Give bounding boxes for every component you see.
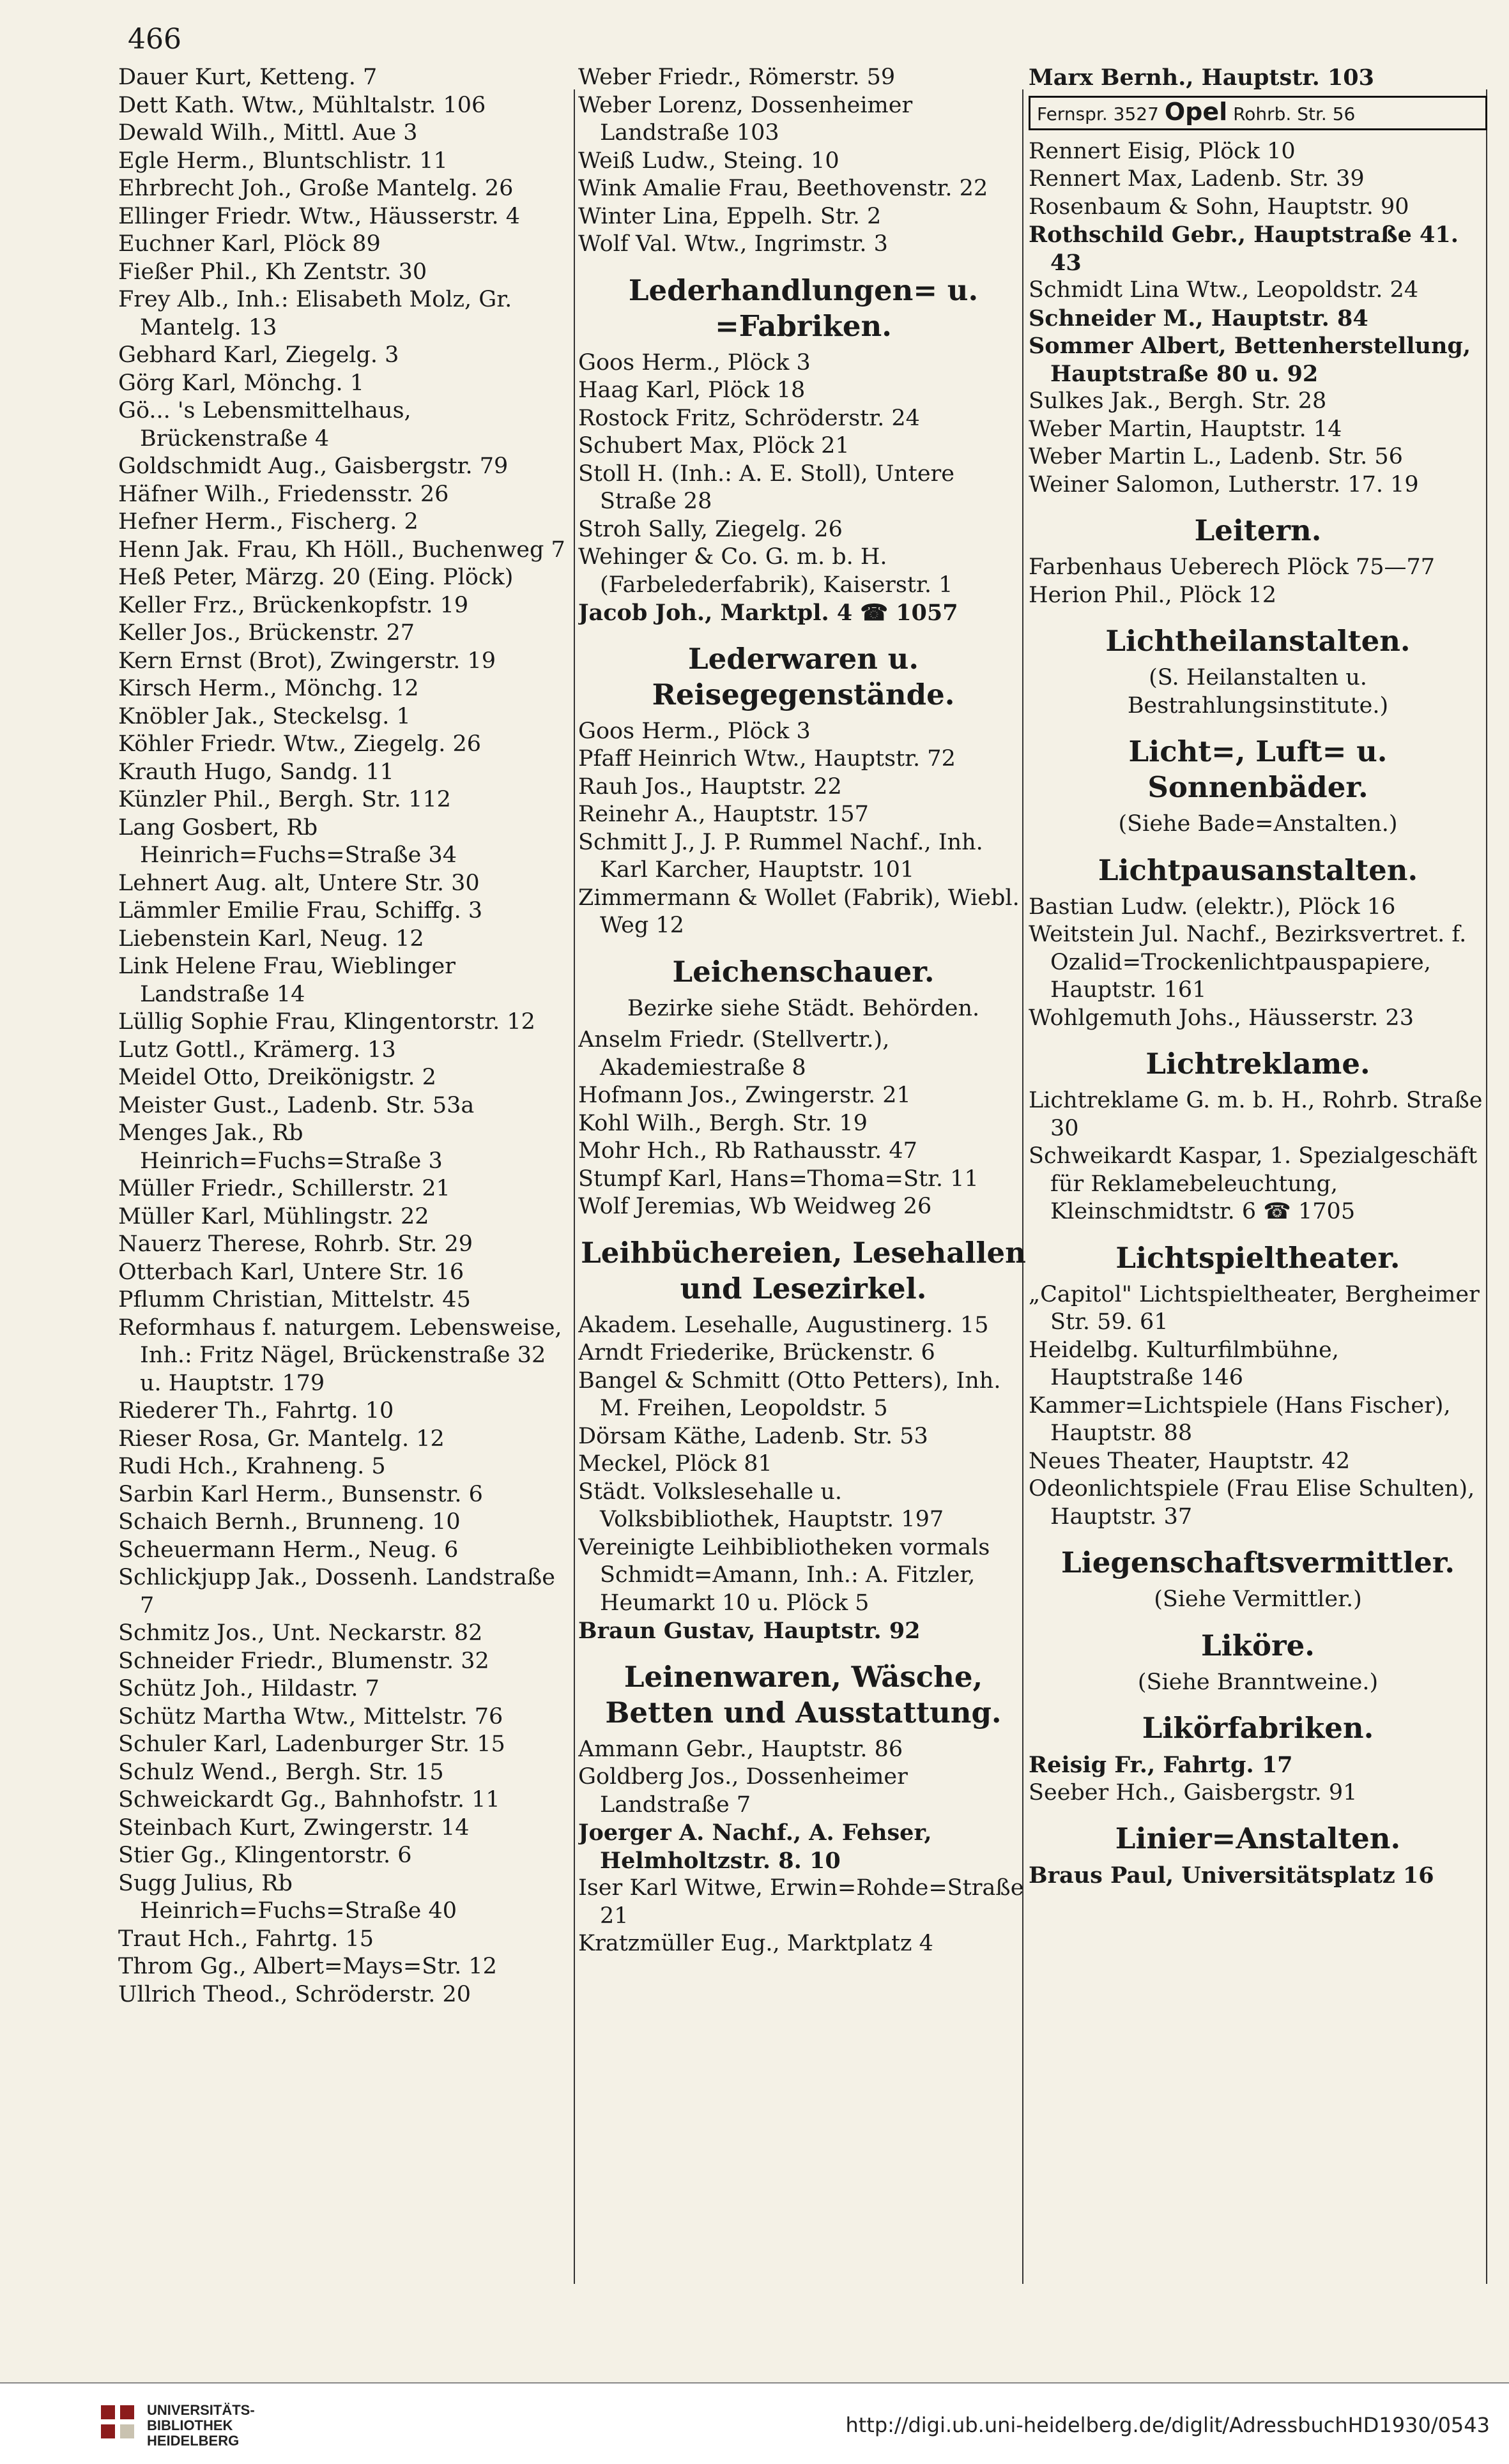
directory-entry: Fießer Phil., Kh Zentstr. 30: [118, 259, 427, 285]
directory-entry: Kammer=Lichtspiele (Hans Fischer), Hauptstr. 88: [1029, 1392, 1451, 1446]
directory-entry: Goos Herm., Plöck 3: [578, 718, 811, 744]
directory-entry: Stoll H. (Inh.: A. E. Stoll), Untere Straße 28: [578, 460, 955, 514]
section-heading: Linier=Anstalten.: [1115, 1821, 1401, 1855]
directory-entry: Schweikardt Kaspar, 1. Spezialgeschäft für Reklamebeleuchtung, Kleinschmidtstr. 6 ☎ 1705: [1029, 1143, 1478, 1224]
directory-entry: Goos Herm., Plöck 3: [578, 349, 811, 376]
directory-entry: Hefner Herm., Fischerg. 2: [118, 509, 418, 535]
directory-entry: Pflumm Christian, Mittelstr. 45: [118, 1287, 471, 1312]
entry-list: [1029, 554, 1487, 609]
column-3: [1029, 64, 1487, 2303]
directory-entry: Lichtreklame G. m. b. H., Rohrb. Straße 30: [1029, 1088, 1483, 1141]
directory-entry: Lutz Gottl., Krämerg. 13: [118, 1037, 396, 1063]
directory-entry: Meister Gust., Ladenb. Str. 53a: [118, 1092, 475, 1118]
directory-entry: Zimmermann & Wollet (Fabrik), Wiebl. Weg 12: [578, 885, 1020, 938]
library-logo: [101, 2403, 255, 2449]
directory-entry: Häfner Wilh., Friedensstr. 26: [118, 481, 449, 507]
directory-entry: Neues Theater, Hauptstr. 42: [1029, 1448, 1351, 1474]
directory-entry: Goldberg Jos., Dossenheimer Landstraße 7: [578, 1764, 908, 1818]
directory-entry: Lehnert Aug. alt, Untere Str. 30: [118, 870, 480, 896]
directory-entry: Weiner Salomon, Lutherstr. 17. 19: [1029, 471, 1419, 498]
section-note: Bezirke siehe Städt. Behörden.: [627, 995, 980, 1021]
directory-entry-bold: Schneider M., Hauptstr. 84: [1029, 305, 1368, 331]
directory-entry: Traut Hch., Fahrtg. 15: [118, 1926, 374, 1952]
directory-entry: Schütz Martha Wtw., Mittelstr. 76: [118, 1703, 503, 1730]
directory-entry: Rostock Fritz, Schröderstr. 24: [578, 405, 920, 431]
directory-entry: Haag Karl, Plöck 18: [578, 377, 806, 403]
column-2: [578, 64, 1029, 2303]
directory-entry: Akadem. Lesehalle, Augustinerg. 15: [578, 1312, 989, 1338]
library-name: UNIVERSITÄTS- BIBLIOTHEK HEIDELBERG: [147, 2402, 255, 2449]
directory-entry: Krauth Hugo, Sandg. 11: [118, 759, 394, 785]
directory-entry-bold: Reisig Fr., Fahrtg. 17: [1029, 1752, 1293, 1778]
directory-entry-bold: Braus Paul, Universitätsplatz 16: [1029, 1862, 1434, 1889]
directory-entry: Görg Karl, Mönchg. 1: [118, 370, 364, 396]
directory-entry: Schulz Wend., Bergh. Str. 15: [118, 1759, 444, 1785]
opel-advertisement: [1029, 96, 1487, 130]
directory-entry: Herion Phil., Plöck 12: [1029, 582, 1277, 608]
library-logo-icon: [101, 2405, 137, 2446]
directory-entry: Odeonlichtspiele (Frau Elise Schulten), Hauptstr. 37: [1029, 1476, 1475, 1530]
directory-entry: Künzler Phil., Bergh. Str. 112: [118, 787, 451, 812]
entry-list: [1029, 277, 1487, 305]
section-heading: Lichtspieltheater.: [1115, 1240, 1400, 1275]
directory-entry: Rennert Max, Ladenb. Str. 39: [1029, 166, 1365, 192]
directory-entry: Rosenbaum & Sohn, Hauptstr. 90: [1029, 194, 1409, 220]
directory-entry: Dewald Wilh., Mittl. Aue 3: [118, 120, 418, 146]
directory-entry: Meidel Otto, Dreikönigstr. 2: [118, 1065, 436, 1090]
column-1: [118, 64, 569, 2303]
directory-entry: Heß Peter, Märzg. 20 (Eing. Plöck): [118, 565, 514, 590]
ad-address: Rohrb. Str. 56: [1233, 103, 1356, 125]
section-heading: Likörfabriken.: [1142, 1711, 1374, 1745]
directory-entry: Sulkes Jak., Bergh. Str. 28: [1029, 388, 1327, 414]
directory-entry: Ellinger Friedr. Wtw., Häusserstr. 4: [118, 203, 521, 229]
page-number: 466: [128, 23, 181, 56]
directory-entry: Link Helene Frau, Wieblinger Landstraße 14: [118, 954, 456, 1007]
section-note: (Siehe Branntweine.): [1137, 1669, 1379, 1695]
directory-entry: Schmitt J., J. P. Rummel Nachf., Inh. Karl Karcher, Hauptstr. 101: [578, 829, 983, 883]
directory-entry: Reformhaus f. naturgem. Lebensweise, Inh.: Fritz Nägel, Brückenstraße 32 u. Hauptstr. 179: [118, 1314, 562, 1396]
entry-list: [578, 1026, 1029, 1221]
directory-entry: Dett Kath. Wtw., Mühltalstr. 106: [118, 92, 486, 118]
section-note: (S. Heilanstalten u. Bestrahlungsinstitute.): [1127, 665, 1389, 719]
directory-entry-bold: Rothschild Gebr., Hauptstraße 41. 43: [1029, 222, 1459, 276]
directory-entry: Knöbler Jak., Steckelsg. 1: [118, 703, 411, 729]
entry-list: [118, 64, 569, 2009]
directory-entry: Weber Lorenz, Dossenheimer Landstraße 103: [578, 92, 913, 146]
directory-entry: Pfaff Heinrich Wtw., Hauptstr. 72: [578, 746, 956, 772]
directory-entry: Sarbin Karl Herm., Bunsenstr. 6: [118, 1481, 483, 1507]
directory-entry: Weber Friedr., Römerstr. 59: [578, 65, 896, 90]
directory-entry: Wolf Val. Wtw., Ingrimstr. 3: [578, 231, 888, 257]
directory-entry: Hofmann Jos., Zwingerstr. 21: [578, 1083, 911, 1108]
entry-list: [578, 1736, 1029, 1820]
directory-entry: Weber Martin, Hauptstr. 14: [1029, 416, 1342, 442]
ad-brand: Opel: [1164, 97, 1228, 126]
directory-entry: Stumpf Karl, Hans=Thoma=Str. 11: [578, 1166, 979, 1192]
directory-entry: Menges Jak., Rb Heinrich=Fuchs=Straße 3: [118, 1120, 443, 1174]
directory-entry: Anselm Friedr. (Stellvertr.), Akademiestraße 8: [578, 1027, 890, 1081]
directory-entry: Schmidt Lina Wtw., Leopoldstr. 24: [1029, 277, 1419, 303]
library-footer: [0, 2382, 1509, 2464]
section-heading: Leinenwaren, Wäsche, Betten und Ausstattung.: [605, 1659, 1002, 1730]
directory-entry: Weiß Ludw., Steing. 10: [578, 148, 839, 174]
directory-entry: Arndt Friederike, Brückenstr. 6: [578, 1340, 935, 1365]
directory-entry: Bangel & Schmitt (Otto Petters), Inh. M. Freihen, Leopoldstr. 5: [578, 1367, 1001, 1421]
directory-entry: Wolf Jeremias, Wb Weidweg 26: [578, 1194, 932, 1219]
section-heading: Lichtheilanstalten.: [1105, 624, 1411, 658]
directory-entry: Schweickardt Gg., Bahnhofstr. 11: [118, 1787, 500, 1813]
directory-entry: Weitstein Jul. Nachf., Bezirksvertret. f. Ozalid=Trockenlichtpauspapiere, Hauptstr. 161: [1029, 922, 1467, 1003]
directory-entry: Ammann Gebr., Hauptstr. 86: [578, 1736, 903, 1762]
directory-entry: Kern Ernst (Brot), Zwingerstr. 19: [118, 648, 496, 674]
directory-entry: Mohr Hch., Rb Rathausstr. 47: [578, 1138, 917, 1164]
directory-entry: Weber Martin L., Ladenb. Str. 56: [1029, 444, 1403, 469]
directory-entry: Nauerz Therese, Rohrb. Str. 29: [118, 1231, 473, 1257]
directory-entry: Otterbach Karl, Untere Str. 16: [118, 1259, 464, 1285]
directory-entry: Wohlgemuth Johs., Häusserstr. 23: [1029, 1005, 1414, 1031]
directory-entry: Rudi Hch., Krahneng. 5: [118, 1454, 386, 1479]
directory-entry: Riederer Th., Fahrtg. 10: [118, 1398, 394, 1424]
directory-entry: Winter Lina, Eppelh. Str. 2: [578, 203, 882, 229]
directory-entry-bold: Jacob Joh., Marktpl. 4 ☎ 1057: [578, 600, 958, 626]
directory-entry-bold: Joerger A. Nachf., A. Fehser, Helmholtzstr. 8. 10: [578, 1820, 932, 1874]
directory-entry: Dörsam Käthe, Ladenb. Str. 53: [578, 1423, 928, 1449]
directory-entry: Müller Karl, Mühlingstr. 22: [118, 1203, 429, 1229]
column-divider: [574, 89, 575, 2284]
directory-entry: Keller Frz., Brückenkopfstr. 19: [118, 592, 469, 618]
entry-list: [1029, 1087, 1487, 1226]
directory-entry: Bastian Ludw. (elektr.), Plöck 16: [1029, 894, 1396, 920]
directory-entry: Frey Alb., Inh.: Elisabeth Molz, Gr. Mantelg. 13: [118, 287, 512, 340]
directory-entry: Heidelbg. Kulturfilmbühne, Hauptstraße 146: [1029, 1337, 1339, 1390]
entry-list: [1029, 138, 1487, 222]
directory-entry: Euchner Karl, Plöck 89: [118, 231, 381, 257]
directory-entry: Gebhard Karl, Ziegelg. 3: [118, 342, 399, 368]
directory-entry: Farbenhaus Ueberech Plöck 75—77: [1029, 554, 1436, 580]
entry-list: [578, 718, 1029, 940]
directory-entry: Gö... 's Lebensmittelhaus, Brückenstraße 4: [118, 398, 411, 452]
directory-entry: Schaich Bernh., Brunneng. 10: [118, 1509, 461, 1535]
directory-entry: Schütz Joh., Hildastr. 7: [118, 1676, 379, 1701]
section-heading: Lichtreklame.: [1145, 1047, 1370, 1081]
section-heading: Lederwaren u. Reisegegenstände.: [652, 641, 955, 711]
directory-entry: Köhler Friedr. Wtw., Ziegelg. 26: [118, 731, 481, 757]
section-heading: Liegenschaftsvermittler.: [1061, 1546, 1455, 1579]
directory-entry: Kirsch Herm., Mönchg. 12: [118, 676, 419, 701]
directory-entry: Egle Herm., Bluntschlistr. 11: [118, 148, 448, 174]
section-heading: Lichtpausanstalten.: [1098, 853, 1418, 887]
directory-entry: Wehinger & Co. G. m. b. H. (Farbelederfabrik), Kaiserstr. 1: [578, 544, 953, 598]
directory-entry: Meckel, Plöck 81: [578, 1451, 772, 1477]
directory-entry: Schlickjupp Jak., Dossenh. Landstraße 7: [118, 1565, 556, 1618]
directory-entry: Stier Gg., Klingentorstr. 6: [118, 1843, 412, 1868]
directory-entry: Dauer Kurt, Ketteng. 7: [118, 65, 378, 90]
directory-entry: Kratzmüller Eug., Marktplatz 4: [578, 1931, 933, 1956]
directory-entry: Goldschmidt Aug., Gaisbergstr. 79: [118, 453, 509, 479]
entry-list: [578, 349, 1029, 600]
directory-entry: Ullrich Theod., Schröderstr. 20: [118, 1981, 471, 2007]
directory-entry: Kohl Wilh., Bergh. Str. 19: [578, 1110, 868, 1136]
directory-entry: „Capitol" Lichtspieltheater, Bergheimer Str. 59. 61: [1029, 1281, 1480, 1335]
directory-entry: Lüllig Sophie Frau, Klingentorstr. 12: [118, 1009, 535, 1035]
section-heading: Leichenschauer.: [672, 954, 935, 989]
directory-entry-bold: Sommer Albert, Bettenherstellung, Hauptstraße 80 u. 92: [1029, 333, 1471, 387]
directory-entry: Lang Gosbert, Rb Heinrich=Fuchs=Straße 34: [118, 814, 457, 868]
directory-entry: Keller Jos., Brückenstr. 27: [118, 620, 415, 646]
directory-entry: Müller Friedr., Schillerstr. 21: [118, 1176, 450, 1201]
directory-entry: Schubert Max, Plöck 21: [578, 433, 850, 459]
entry-list: [1029, 894, 1487, 1033]
directory-entry: Seeber Hch., Gaisbergstr. 91: [1029, 1779, 1358, 1806]
section-heading: Liköre.: [1201, 1628, 1315, 1662]
directory-entry: Henn Jak. Frau, Kh Höll., Buchenweg 7: [118, 536, 565, 563]
section-note: (Siehe Bade=Anstalten.): [1118, 811, 1398, 837]
entry-list: [1029, 1779, 1487, 1807]
directory-entry: Stroh Sally, Ziegelg. 26: [578, 516, 843, 542]
section-note: (Siehe Vermittler.): [1154, 1586, 1362, 1612]
entry-list: [578, 1875, 1029, 1958]
directory-entry: Ehrbrecht Joh., Große Mantelg. 26: [118, 176, 514, 201]
entry-list: [1029, 388, 1487, 499]
directory-entry: Rauh Jos., Hauptstr. 22: [578, 773, 842, 800]
directory-entry: Liebenstein Karl, Neug. 12: [118, 925, 424, 952]
source-url[interactable]: http://digi.ub.uni-heidelberg.de/diglit/AdressbuchHD1930/0543: [845, 2413, 1490, 2437]
directory-entry-bold: Marx Bernh., Hauptstr. 103: [1029, 65, 1375, 91]
section-heading: Licht=, Luft= u. Sonnenbäder.: [1128, 734, 1388, 804]
section-heading: Leihbüchereien, Lesehallen und Lesezirkel.: [581, 1235, 1026, 1305]
section-heading: Leitern.: [1194, 513, 1322, 547]
directory-entry: Iser Karl Witwe, Erwin=Rohde=Straße 21: [578, 1875, 1024, 1929]
directory-entry: Schmitz Jos., Unt. Neckarstr. 82: [118, 1620, 483, 1646]
directory-entry: Scheuermann Herm., Neug. 6: [118, 1537, 459, 1563]
directory-entry: Rieser Rosa, Gr. Mantelg. 12: [118, 1426, 445, 1452]
directory-entry: Reinehr A., Hauptstr. 157: [578, 802, 869, 827]
directory-entry: Schuler Karl, Ladenburger Str. 15: [118, 1731, 505, 1757]
directory-entry-bold: Braun Gustav, Hauptstr. 92: [578, 1618, 921, 1644]
directory-entry: Städt. Volkslesehalle u. Volksbibliothek, Hauptstr. 197: [578, 1479, 944, 1532]
entry-list: [578, 64, 1029, 259]
directory-entry: Vereinigte Leihbibliotheken vormals Schmidt=Amann, Inh.: A. Fitzler, Heumarkt 10 u. Plöck 5: [578, 1534, 990, 1616]
directory-entry: Wink Amalie Frau, Beethovenstr. 22: [578, 176, 988, 201]
directory-entry: Steinbach Kurt, Zwingerstr. 14: [118, 1814, 470, 1841]
ad-phone: Fernspr. 3527: [1037, 103, 1159, 125]
entry-list: [578, 1312, 1029, 1618]
directory-entry: Lämmler Emilie Frau, Schiffg. 3: [118, 898, 483, 924]
directory-entry: Sugg Julius, Rb Heinrich=Fuchs=Straße 40: [118, 1870, 457, 1924]
directory-entry: Rennert Eisig, Plöck 10: [1029, 138, 1296, 164]
entry-list: [1029, 1281, 1487, 1532]
directory-entry: Throm Gg., Albert=Mays=Str. 12: [118, 1954, 497, 1979]
directory-entry: Schneider Friedr., Blumenstr. 32: [118, 1648, 489, 1674]
section-heading: Lederhandlungen= u. =Fabriken.: [628, 273, 979, 343]
